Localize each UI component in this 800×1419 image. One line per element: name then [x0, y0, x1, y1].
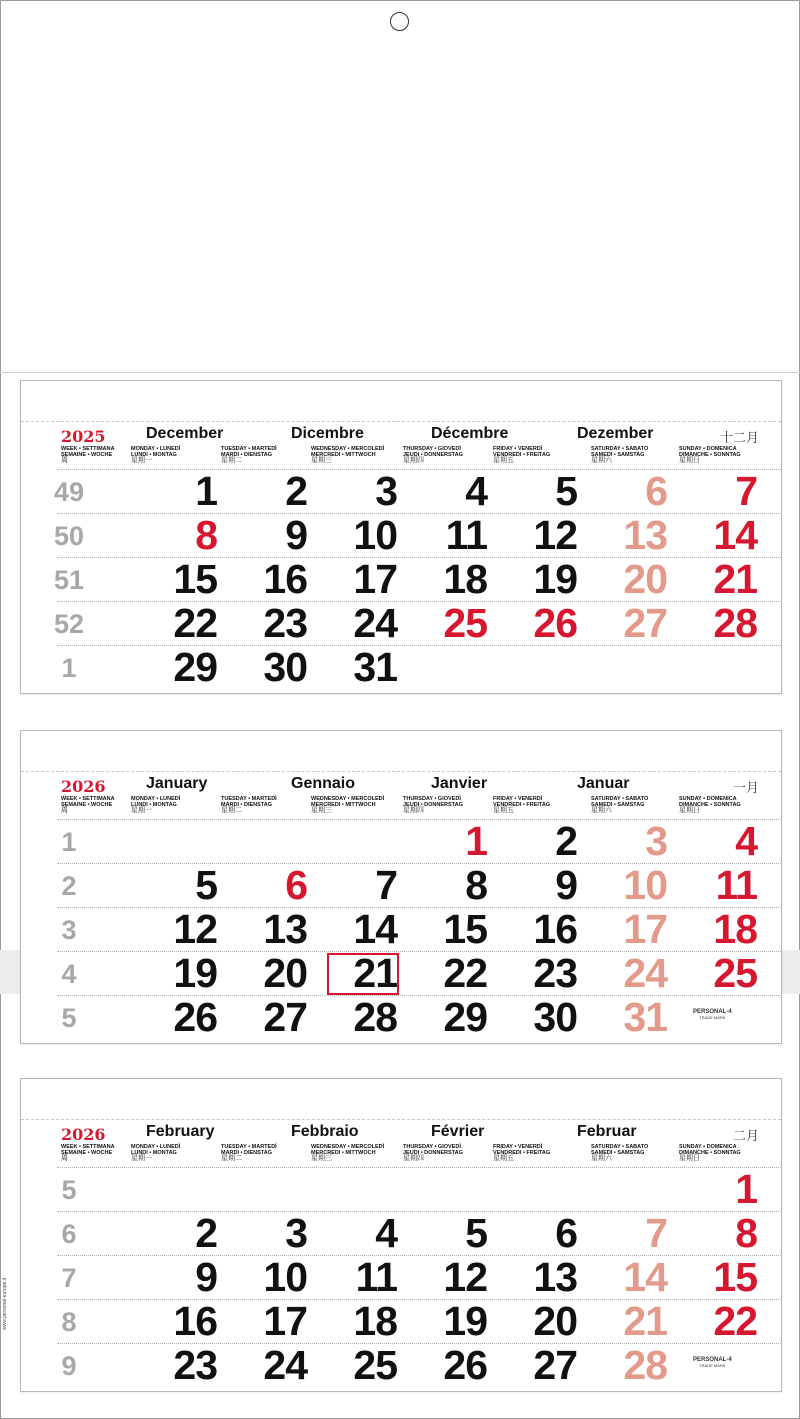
- week-number: 50: [53, 521, 85, 551]
- month-name-2: Janvier: [431, 775, 488, 792]
- day-cell[interactable]: 21: [713, 556, 757, 602]
- day-cell[interactable]: 26: [443, 1342, 487, 1388]
- weekday-header-line: DIMANCHE • SONNTAG: [679, 1150, 741, 1156]
- week-number: 2: [61, 871, 77, 901]
- today-marker: [327, 953, 399, 995]
- day-cell[interactable]: 1: [735, 1166, 757, 1212]
- week-column-header: [61, 446, 115, 464]
- month-name-1: Febbraio: [291, 1123, 359, 1140]
- day-cell[interactable]: 5: [195, 862, 217, 908]
- month-name-chinese: 十二月: [719, 430, 759, 445]
- day-cell[interactable]: 15: [443, 906, 487, 952]
- week-number: 4: [61, 959, 77, 989]
- month-panel: [20, 1078, 782, 1392]
- month-name-0: February: [146, 1123, 215, 1140]
- day-cell[interactable]: 21: [623, 1298, 667, 1344]
- tear-strip: [21, 731, 781, 772]
- week-number: 6: [61, 1219, 77, 1249]
- day-cell[interactable]: 10: [263, 1254, 307, 1300]
- weekday-header-line: SAMEDI • SAMSTAG: [591, 802, 645, 808]
- day-cell[interactable]: 27: [263, 994, 307, 1040]
- week-header-line: WEEK • SETTIMANA: [61, 796, 115, 802]
- weekday-header-line: MERCREDI • MITTWOCH: [311, 1150, 376, 1156]
- hanging-hole: [390, 12, 409, 31]
- day-cell[interactable]: 15: [713, 1254, 757, 1300]
- month-name-3: Dezember: [577, 425, 654, 442]
- day-cell[interactable]: 9: [195, 1254, 217, 1300]
- weekday-header: [403, 796, 463, 814]
- weekday-header-line: SAMEDI • SAMSTAG: [591, 452, 645, 458]
- weekday-header-line: 星期五: [493, 1155, 514, 1162]
- day-cell[interactable]: 16: [533, 906, 577, 952]
- day-cell[interactable]: 14: [623, 1254, 667, 1300]
- weekday-header: [493, 796, 550, 814]
- weekday-header-line: MERCREDI • MITTWOCH: [311, 452, 376, 458]
- weekday-header-line: MONDAY • LUNEDÌ: [131, 796, 181, 802]
- day-cell[interactable]: 4: [465, 468, 487, 514]
- day-cell[interactable]: 2: [195, 1210, 217, 1256]
- weekday-header-line: JEUDI • DONNERSTAG: [403, 802, 463, 808]
- weekday-header: [221, 796, 277, 814]
- weekday-header-line: FRIDAY • VENERDÌ: [493, 1144, 543, 1150]
- brand-logo-subtext: TRADE MARK: [699, 1363, 726, 1368]
- week-number: 1: [61, 653, 77, 683]
- weekday-header-line: MERCREDI • MITTWOCH: [311, 802, 376, 808]
- weekday-header: [679, 796, 741, 814]
- weekday-header-line: LUNDI • MONTAG: [131, 452, 177, 458]
- weekday-header: [679, 1144, 741, 1162]
- day-cell[interactable]: 30: [263, 644, 307, 690]
- weekday-header-line: 星期四: [403, 1155, 424, 1162]
- day-cell[interactable]: 9: [555, 862, 577, 908]
- week-header-line: WEEK • SETTIMANA: [61, 1144, 115, 1150]
- week-header-line: 周: [61, 457, 68, 464]
- day-cell[interactable]: 13: [533, 1254, 577, 1300]
- weekday-header: [591, 446, 648, 464]
- side-url: www.personal-europe.it: [2, 1277, 8, 1330]
- weekday-header-line: THURSDAY • GIOVEDÌ: [403, 796, 461, 802]
- weekday-header-line: JEUDI • DONNERSTAG: [403, 1150, 463, 1156]
- day-cell[interactable]: 25: [713, 950, 757, 996]
- day-cell[interactable]: 6: [285, 862, 307, 908]
- day-cell[interactable]: 22: [173, 600, 217, 646]
- month-name-0: January: [146, 775, 208, 792]
- day-cell[interactable]: 18: [713, 906, 757, 952]
- week-header-line: 周: [61, 807, 68, 814]
- weekday-header-line: DIMANCHE • SONNTAG: [679, 452, 741, 458]
- week-number: 8: [61, 1307, 77, 1337]
- tear-strip: [21, 381, 781, 422]
- weekday-header: [221, 446, 277, 464]
- weekday-header-line: MONDAY • LUNEDÌ: [131, 1144, 181, 1150]
- year-label: 2025: [61, 427, 106, 446]
- weekday-header-line: THURSDAY • GIOVEDÌ: [403, 1144, 461, 1150]
- day-cell[interactable]: 20: [533, 1298, 577, 1344]
- day-cell[interactable]: 22: [713, 1298, 757, 1344]
- weekday-header-line: 星期六: [591, 457, 612, 464]
- month-name-3: Januar: [577, 775, 630, 792]
- weekday-header: [221, 1144, 277, 1162]
- weekday-header-line: 星期三: [311, 1155, 332, 1162]
- weekday-header: [591, 1144, 648, 1162]
- week-header-line: SEMAINE • WOCHE: [61, 1150, 113, 1156]
- day-cell[interactable]: 12: [173, 906, 217, 952]
- weekday-header-line: FRIDAY • VENERDÌ: [493, 796, 543, 802]
- weekday-header-line: 星期三: [311, 807, 332, 814]
- day-cell[interactable]: 24: [623, 950, 667, 996]
- day-cell[interactable]: 25: [353, 1342, 397, 1388]
- weekday-header-line: 星期四: [403, 807, 424, 814]
- day-cell[interactable]: 28: [353, 994, 397, 1040]
- day-cell[interactable]: 11: [715, 862, 757, 908]
- weekday-header-line: 星期二: [221, 807, 242, 814]
- weekday-header: [403, 446, 463, 464]
- day-cell[interactable]: 3: [285, 1210, 307, 1256]
- weekday-header-line: 星期五: [493, 457, 514, 464]
- day-cell[interactable]: 7: [645, 1210, 667, 1256]
- day-cell[interactable]: 2: [285, 468, 307, 514]
- day-cell[interactable]: 8: [735, 1210, 757, 1256]
- weekday-header-line: 星期六: [591, 807, 612, 814]
- day-cell[interactable]: 20: [263, 950, 307, 996]
- day-cell[interactable]: 3: [375, 468, 397, 514]
- day-cell[interactable]: 11: [355, 1254, 397, 1300]
- weekday-header-line: 星期一: [131, 807, 152, 814]
- day-cell[interactable]: 25: [443, 600, 487, 646]
- day-cell[interactable]: 31: [353, 644, 397, 690]
- week-header-line: WEEK • SETTIMANA: [61, 446, 115, 452]
- week-number: 1: [61, 827, 77, 857]
- weekday-header: [311, 1144, 384, 1162]
- weekday-header-line: WEDNESDAY • MERCOLEDÌ: [311, 796, 385, 802]
- day-cell[interactable]: 31: [623, 994, 667, 1040]
- day-cell[interactable]: 28: [713, 600, 757, 646]
- weekday-header-line: JEUDI • DONNERSTAG: [403, 452, 463, 458]
- day-cell[interactable]: 4: [735, 818, 757, 864]
- day-cell[interactable]: 19: [533, 556, 577, 602]
- weekday-header-line: MARDI • DIENSTAG: [221, 1150, 273, 1156]
- weekday-header-line: 星期四: [403, 457, 424, 464]
- week-column-header: [61, 796, 115, 814]
- month-name-2: Février: [431, 1123, 485, 1140]
- week-number: 52: [53, 609, 85, 639]
- weekday-header-line: 星期五: [493, 807, 514, 814]
- day-cell[interactable]: 17: [623, 906, 667, 952]
- weekday-header-line: 星期日: [679, 807, 700, 814]
- weekday-header-line: SATURDAY • SABATO: [591, 796, 649, 802]
- day-cell[interactable]: 15: [173, 556, 217, 602]
- month-name-chinese: 二月: [732, 1128, 759, 1143]
- day-cell[interactable]: 13: [263, 906, 307, 952]
- week-header-line: SEMAINE • WOCHE: [61, 802, 113, 808]
- weekday-header-line: MARDI • DIENSTAG: [221, 452, 273, 458]
- header-divider: [0, 372, 800, 373]
- month-panel: [20, 380, 782, 694]
- week-number: 7: [61, 1263, 77, 1293]
- day-cell[interactable]: 22: [443, 950, 487, 996]
- month-name-1: Gennaio: [291, 775, 356, 792]
- day-cell[interactable]: 16: [263, 556, 307, 602]
- day-cell[interactable]: 29: [443, 994, 487, 1040]
- weekday-header-line: TUESDAY • MARTEDÌ: [221, 796, 277, 802]
- day-cell[interactable]: 10: [623, 862, 667, 908]
- day-cell[interactable]: 28: [623, 1342, 667, 1388]
- weekday-header-line: 星期二: [221, 1155, 242, 1162]
- day-cell[interactable]: 23: [173, 1342, 217, 1388]
- day-cell[interactable]: 8: [195, 512, 217, 558]
- weekday-header-line: SAMEDI • SAMSTAG: [591, 1150, 645, 1156]
- week-header-line: SEMAINE • WOCHE: [61, 452, 113, 458]
- day-cell[interactable]: 5: [555, 468, 577, 514]
- week-number: 3: [61, 915, 77, 945]
- week-header-line: 周: [61, 1155, 68, 1162]
- week-number: 49: [53, 477, 85, 507]
- year-label: 2026: [61, 1125, 106, 1144]
- weekday-header-line: THURSDAY • GIOVEDÌ: [403, 446, 461, 452]
- day-cell[interactable]: 8: [465, 862, 487, 908]
- weekday-header: [131, 446, 180, 464]
- day-cell[interactable]: 3: [645, 818, 667, 864]
- day-cell[interactable]: 18: [443, 556, 487, 602]
- week-number: 5: [61, 1175, 77, 1205]
- day-cell[interactable]: 12: [533, 512, 577, 558]
- day-cell[interactable]: 27: [533, 1342, 577, 1388]
- weekday-header-line: 星期日: [679, 1155, 700, 1162]
- day-cell[interactable]: 29: [173, 644, 217, 690]
- day-cell[interactable]: 13: [623, 512, 667, 558]
- day-cell[interactable]: 1: [195, 468, 217, 514]
- day-cell[interactable]: 21: [353, 950, 397, 996]
- weekday-header-line: TUESDAY • MARTEDÌ: [221, 1144, 277, 1150]
- day-cell[interactable]: 12: [443, 1254, 487, 1300]
- day-cell[interactable]: 17: [263, 1298, 307, 1344]
- weekday-header-line: VENDREDI • FREITAG: [493, 802, 551, 808]
- weekday-header-line: SATURDAY • SABATO: [591, 446, 649, 452]
- weekday-header-line: SUNDAY • DOMENICA: [679, 446, 737, 452]
- day-cell[interactable]: 9: [285, 512, 307, 558]
- weekday-header: [679, 446, 741, 464]
- weekday-header-line: WEDNESDAY • MERCOLEDÌ: [311, 446, 385, 452]
- day-cell[interactable]: 19: [443, 1298, 487, 1344]
- weekday-header-line: SUNDAY • DOMENICA: [679, 796, 737, 802]
- day-cell[interactable]: 6: [645, 468, 667, 514]
- weekday-header-line: 星期二: [221, 457, 242, 464]
- day-cell[interactable]: 18: [353, 1298, 397, 1344]
- day-cell[interactable]: 6: [555, 1210, 577, 1256]
- day-cell[interactable]: 10: [353, 512, 397, 558]
- weekday-header: [403, 1144, 463, 1162]
- day-cell[interactable]: 19: [173, 950, 217, 996]
- day-cell[interactable]: 30: [533, 994, 577, 1040]
- weekday-header-line: FRIDAY • VENERDÌ: [493, 446, 543, 452]
- weekday-header: [131, 796, 180, 814]
- day-cell[interactable]: 11: [445, 512, 487, 558]
- weekday-header-line: WEDNESDAY • MERCOLEDÌ: [311, 1144, 385, 1150]
- week-column-header: [61, 1144, 115, 1162]
- weekday-header-line: TUESDAY • MARTEDÌ: [221, 446, 277, 452]
- weekday-header-line: 星期一: [131, 1155, 152, 1162]
- weekday-header-line: 星期一: [131, 457, 152, 464]
- brand-logo: [693, 1357, 732, 1368]
- week-number: 9: [61, 1351, 77, 1381]
- week-number: 51: [53, 565, 85, 595]
- weekday-header: [493, 446, 550, 464]
- day-cell[interactable]: 26: [173, 994, 217, 1040]
- day-cell[interactable]: 7: [735, 468, 757, 514]
- brand-logo: [693, 1009, 732, 1020]
- brand-logo-subtext: TRADE MARK: [699, 1015, 726, 1020]
- weekday-header-line: VENDREDI • FREITAG: [493, 1150, 551, 1156]
- day-cell[interactable]: 7: [375, 862, 397, 908]
- weekday-header: [493, 1144, 550, 1162]
- day-cell[interactable]: 14: [353, 906, 397, 952]
- day-cell[interactable]: 5: [465, 1210, 487, 1256]
- brand-logo-text: PERSONAL-4: [693, 1357, 732, 1363]
- month-name-3: Februar: [577, 1123, 637, 1140]
- weekday-header-line: LUNDI • MONTAG: [131, 1150, 177, 1156]
- weekday-header-line: SATURDAY • SABATO: [591, 1144, 649, 1150]
- weekday-header-line: SUNDAY • DOMENICA: [679, 1144, 737, 1150]
- month-name-1: Dicembre: [291, 425, 364, 442]
- day-cell[interactable]: 26: [533, 600, 577, 646]
- day-cell[interactable]: 2: [555, 818, 577, 864]
- year-label: 2026: [61, 777, 106, 796]
- day-cell[interactable]: 24: [353, 600, 397, 646]
- weekday-header: [591, 796, 648, 814]
- weekday-header-line: 星期三: [311, 457, 332, 464]
- day-cell[interactable]: 17: [353, 556, 397, 602]
- month-panel: [20, 730, 782, 1044]
- month-name-0: December: [146, 425, 224, 442]
- day-cell[interactable]: 23: [263, 600, 307, 646]
- day-cell[interactable]: 16: [173, 1298, 217, 1344]
- weekday-header: [131, 1144, 180, 1162]
- weekday-header: [311, 796, 384, 814]
- day-cell[interactable]: 27: [623, 600, 667, 646]
- brand-logo-text: PERSONAL-4: [693, 1009, 732, 1015]
- weekday-header-line: VENDREDI • FREITAG: [493, 452, 551, 458]
- weekday-header-line: MARDI • DIENSTAG: [221, 802, 273, 808]
- week-number: 5: [61, 1003, 77, 1033]
- day-cell[interactable]: 1: [465, 818, 487, 864]
- weekday-header-line: 星期六: [591, 1155, 612, 1162]
- tear-strip: [21, 1079, 781, 1120]
- day-cell[interactable]: 4: [375, 1210, 397, 1256]
- day-cell[interactable]: 20: [623, 556, 667, 602]
- day-cell[interactable]: 14: [713, 512, 757, 558]
- weekday-header-line: DIMANCHE • SONNTAG: [679, 802, 741, 808]
- weekday-header: [311, 446, 384, 464]
- weekday-header-line: LUNDI • MONTAG: [131, 802, 177, 808]
- month-name-2: Décembre: [431, 425, 509, 442]
- day-cell[interactable]: 23: [533, 950, 577, 996]
- day-cell[interactable]: 24: [263, 1342, 307, 1388]
- weekday-header-line: MONDAY • LUNEDÌ: [131, 446, 181, 452]
- month-name-chinese: 一月: [732, 780, 759, 795]
- weekday-header-line: 星期日: [679, 457, 700, 464]
